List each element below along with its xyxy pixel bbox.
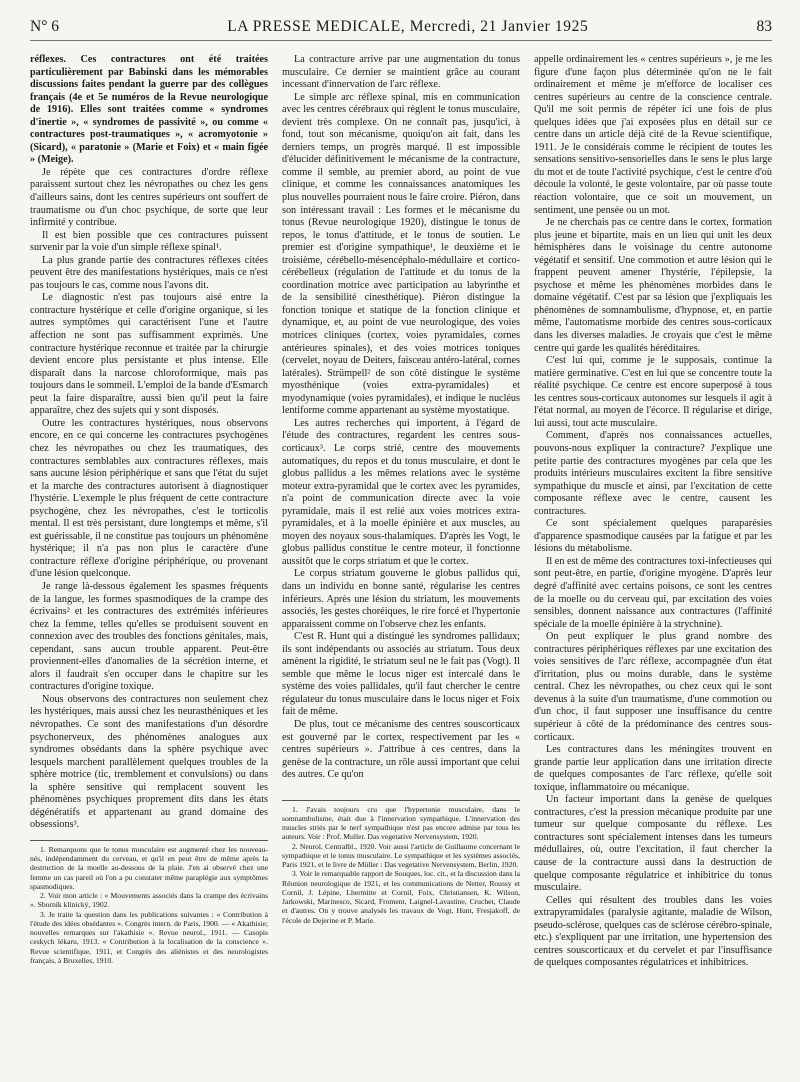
paragraph: C'est lui qui, comme je le supposais, continue la matière germinative. C'est en lui que se concentre toute la réalité psychique. Ce centre est encore superposé à tous les centres sous-corticaux autonomes sur lesquels il agit à l'état normal, au moyen de l'écorce. Il régularise et dirige, lui aussi, tout acte musculaire.: [534, 355, 772, 429]
paragraph: Le simple arc réflexe spinal, mis en communication avec les centres cérébraux qui règlent le tonus musculaire, devient très complexe. On ne connaît pas, jusqu'ici, à fond, tout son mécanisme, quoiqu'on ait fait, dans les derniers temps, un progrès marqué. Il est impossible d'élucider définitivement le mécanisme de la contracture, comme il semble, au premier abord, au point de vue clinique, et comme les connaissances anatomiques les plus nouvelles pourraient nous le faire croire. Piéron, dans son intéressant travail : Les formes et le mécanisme du tonus (Revue neurologique 1920), distingue le tonus de repos, le tonus d'attitude, et le tonus de soutien. Le premier est d'origine sympathique¹, le deuxième et le troisième, cérébello-mésencéphalo-médullaire et cortico-cérébelleux (régulation de l'attitude et du tonus de la coordination motrice avec participation au labyrinthe et de la sensibilité cinesthétique). Piéron distingue la fonction tonique et statique de la fonction clinique et dynamique, et, au point de vue neurologique, des voies motrices cliniques (cortex, voies pyramidales, cornes antérieures spinales), et des voies motrices toniques (cervelet, noyau de Deiters, faisceau antéro-latéral, cornes latérales). Strümpell² de son côté distingue le système myosthénique (voies extra-pyramidales) et myodynamique (voies pyramidales), et indique le nucléus lentiforme comme appartenant au système myostatique.: [282, 91, 520, 417]
paragraph: Outre les contractures hystériques, nous observons encore, en ce qui concerne les contractures psychogènes chez les névropathes ou chez les traumatiques, des contractures semblables aux contractures réflexes, mais sans aucune lésion périphérique et sans que l'état du sujet et la marche des contractures autorisent à diagnostiquer l'hystérie. L'exemple le plus fréquent de cette contracture psychogène, chez les névropathes, c'est le torticolis mental. Il est très persistant, dure longtemps et même, s'il est guérissable, il ne constitue pas toujours un phénomène hystérique; il n'a pas non plus le caractère d'une contracture réflexe d'origine périphérique, ou provenant d'une lésion quelconque.: [30, 417, 268, 580]
footnote: 1. Remarquons que le tonus musculaire est augmenté chez les nouveau-nés, indépendamment du cerveau, et qu'il en peut être de même après la destruction de la moelle au-dessous de la plaie. J'en ai observé chez une femme un cas pareil où l'on a pu constater même paraplégie aux symptômes spasmodiques.: [30, 844, 268, 891]
paragraph: Celles qui résultent des troubles dans les voies extrapyramidales (paralysie agitante, maladie de Wilson, pseudo-sclérose, quelques cas de sclérose cérébro-spinale, etc.) s'expliquent par une irritation, une hypertension des centres souscorticaux et du cervelet et par l'insuffisance de quelques composantes régulatrices et inhibitrices.: [534, 894, 772, 969]
page-number: 83: [756, 18, 772, 35]
page-header: [30, 14, 772, 41]
paragraph: Le diagnostic n'est pas toujours aisé entre la contracture hystérique et celle d'origine organique, si les autres symptômes qui caractérisent l'une et l'autre affection ne sont pas suffisamment exprimés. Une contracture hystérique reconnue et traitée par la chirurgie devient encore plus persistante et plus intense. Elle disparaît dans la narcose chloroformique, mais pas toujours dans le sommeil. L'emploi de la bande d'Esmarch peut la faire disparaître, aussi bien qu'il peut la faire apparaître, chez des sujets qui y sont disposés.: [30, 292, 268, 417]
footnote: 3. Je traite la question dans les publications suivantes : « Contribution à l'étude des idées obsédantes ». Congrès intern. de Paris, 1900. — « Akathisie; nouvelles remarques sur l'akathisie ». Revue neurol., 1911. — Casopis ceskych lékaru, 1913. « Contribution à la localisation de la conscience ». Revue scientifique, 1911, et Congrès des aliénistes et des neurologistes français, à Bruxelles, 1910.: [30, 909, 268, 965]
footnote: 2. Voir mon article : « Mouvements associés dans la crampe des écrivains ». Sborník klinický, 1902.: [30, 891, 268, 910]
footnotes: [30, 840, 268, 965]
paragraph: Les autres recherches qui importent, à l'égard de l'étude des contractures, regardent les centres sous-corticaux³. Le corps strié, centre des mouvements automatiques, du repos et du tonus musculaire, et dont le globus pallidus a les mêmes relations avec le système moteur extra-pyramidal que le cortex avec les pyramides, n'a point de communication directe avec la voie pyramidale, mais il est relié aux voies motrices extra-pyramidales, et à la moelle épinière et aux muscles, au moyen des noyaux sous-thalamiques. D'après les Vogt, le globus pallidus constitue le centre moteur, il fonctionne aussitôt que le corps striatum et que le cortex.: [282, 417, 520, 567]
text-columns: [30, 54, 772, 1068]
column-1: [30, 54, 268, 1068]
footnotes: [282, 800, 520, 925]
paragraph: La contracture arrive par une augmentation du tonus musculaire. Ce dernier se maintient grâce au courant incessant d'innervation de l'arc réflexe.: [282, 54, 520, 91]
paragraph: Ce sont spécialement quelques paraparésies d'apparence spasmodique causées par la fatigue et par les lésions du métabolisme.: [534, 518, 772, 555]
paragraph: Le corpus striatum gouverne le globus pallidus qui, dans un individu en bonne santé, régularise les centres inférieurs. Après une lésion du striatum, les mouvements associés, les gestes choréiques, le rire forcé et l'hypertonie apparaissent comme on l'observe chez les enfants.: [282, 568, 520, 630]
paragraph: Il en est de même des contractures toxi-infectieuses qui sont peut-être, en partie, d'origine myogène. D'après leur degré d'affinité avec certains poisons, ce sont les centres de la moelle ou du cerveau qui, par excitation des voies sensibles, donnent naissance aux contractures (l'affinité spéciale de la moelle épinière à la strychnine).: [534, 555, 772, 630]
paragraph: Les contractures dans les méningites trouvent en grande partie leur application dans une irritation directe de quelques composantes de l'arc réflexe, qu'elle soit toxique, inflammatoire ou mécanique.: [534, 744, 772, 793]
paragraph: La plus grande partie des contractures réflexes citées peuvent être des manifestations hystériques, mais ce n'est pas toujours le cas, comme nous l'avons dit.: [30, 254, 268, 291]
paragraph: Nous observons des contractures non seulement chez les hystériques, mais aussi chez les neurasthéniques et les névropathes. Ce sont des manifestations d'un désordre psychonerveux, des phénomènes analogues aux syndromes obsédants dans la sphère psychique avec lesquels marchent parallèlement quelques troubles de la sphère motrice (tic, tremblement et convulsions) ou dans la sphère sensitive qui remplacent souvent les phénomènes psychiques proprement dits dans les états dégénératifs et appartenant au grand domaine des obsessions³.: [30, 693, 268, 831]
paragraph: appelle ordinairement les « centres supérieurs », je me les figure d'une façon plus déterminée qu'on ne le fait ordinairement et même je m'efforce de localiser ces centres supérieurs au centre de la conscience centrale. Qu'il me soit permis de répéter ici une fois de plus quelques idées que j'ai exposées plus en détail sur ce centre dans un article déjà cité de la Revue scientifique, 1911. Je le considérais comme le récipient de toutes les sensations sensitivo-sensorielles dans le sens le plus large du mot et de toute l'activité psychique, c'est le centre d'où découle la volonté, le geste volontaire, par où passe toute réaction volontaire, que ce soit un mouvement, un sentiment, une pensée ou un mot.: [534, 54, 772, 216]
footnote: 1. J'avais toujours cru que l'hypertonie musculaire, dans le somnambulisme, était due à l'innervation sympathique. L'innervation des muscles striés par le nerf sympathique n'est pas encore admise par tous les auteurs. Voir : Prof. Muller. Das vegetative Nervensystem, 1920.: [282, 804, 520, 842]
paragraph: réflexes. Ces contractures ont été traitées particulièrement par Babinski dans les mémorables discussions faites pendant la guerre par des collègues français (4e et 5e numéros de la Revue neurologique de 1916). Elles sont traitées comme « syndromes d'inertie », « syndromes de passivité », ou comme « contractures post-traumatiques », « acromyotonie » (Sicard), « paratonie » (Marie et Foix) et « main figée » (Meige).: [30, 54, 268, 166]
paragraph: Un facteur important dans la genèse de quelques contractures, c'est la pression mécanique produite par une tumeur sur quelque composante du réflexe. Les contractures sont spécialement intenses dans les tumeurs médullaires, où, outre l'excitation, il faut chercher la cause de la contracture aussi dans la destruction de quelque composante régulatrice et inhibitrice du tonus musculaire.: [534, 794, 772, 894]
column-3: [534, 54, 772, 1068]
footnote: 2. Neurol. Centralbl., 1920. Voir aussi l'article de Guillaume concernant le sympathique et le tonus musculaire. Le sympathique et les systèmes associés, Paris 1921, et le livre de Müller : Das vegetative Nervensystem, Berlin, 1920.: [282, 841, 520, 870]
paragraph: Il est bien possible que ces contractures puissent survenir par la voie d'un simple réflexe spinal¹.: [30, 229, 268, 254]
paragraph: Je ne cherchais pas ce centre dans le cortex, formation plus jeune et bipartite, mais en un lieu qui unit les deux hémisphères dans le voisinage du centre autonome végétatif et sensitif. Une commotion et autre lésion qui le frappent peuvent amener l'hystérie, l'épilepsie, la psychose et même les phénomènes morbides dans le domaine végétatif. C'est par sa lésion que j'expliquais les phénomènes de somnambulisme, d'hypnose, et, en partie même, l'automatisme morbide des centres sous-corticaux dans les diverses maladies. Je croyais que c'est le même centre qui garde les qualités héréditaires.: [534, 217, 772, 354]
journal-title: LA PRESSE MEDICALE, Mercredi, 21 Janvier 1925: [227, 18, 589, 35]
paragraph: Je répète que ces contractures d'ordre réflexe paraissent surtout chez les névropathes ou chez les gens d'ailleurs sains, dont les centres supérieurs ont souffert de traumatisme ou d'un choc psychique, de sorte que leur infirmité y contribue.: [30, 166, 268, 229]
paragraph: De plus, tout ce mécanisme des centres souscorticaux est gouverné par le cortex, respectivement par les « centres supérieurs ». J'attribue à ces centres, dans la genèse de la contracture, un rôle aussi important que celui des autres. Ce qu'on: [282, 718, 520, 781]
footnote: 3. Voir le remarquable rapport de Souques, loc. cit., et la discussion dans la Réunion neurologique de 1921, et les communications de Netter, Roussy et Cornil, J. Lépine, Lhermitte et Cornil, Foix, Christiansen, K. Wilson, Jarkowski, Marinesco, Sicard, Froment, Laignel-Lavastine, Cruchet, Claude et d'autres. On y trouve analysés les travaux de Vogt, Hunt, Fresjakoff, de l'école de Dejerine et P. Marie.: [282, 869, 520, 925]
paragraph: Je range là-dessous également les spasmes fréquents de la langue, les formes spasmodiques de la crampe des écrivains² et les contractures des extrémités inférieures chez la femme, telles qu'elles se produisent souvent en connexion avec des troubles des fonctions génitales, mais, cependant, sans aucun trouble apparent. Peut-être proviennent-elles d'anomalies de la sécrétion interne, et alors il faudrait s'en occuper dans le chapitre sur les contractures d'origine toxique.: [30, 580, 268, 693]
paragraph: On peut expliquer le plus grand nombre des contractures périphériques réflexes par une excitation des voies sensitives de l'arc réflexe, accompagnée d'un état d'irritation, plus ou moins durable, dans le système central. Chez les névropathes, ou chez ceux qui le sont devenus à la suite d'un traumatisme, d'une commotion ou d'un choc, il faut supposer une insuffisance du centre supérieur à côté de la prédominance des centres sous-corticaux.: [534, 631, 772, 743]
issue-number: N° 6: [30, 18, 60, 35]
paragraph: C'est R. Hunt qui a distingué les syndromes pallidaux; ils sont indépendants ou associés au striatum. Tous deux amènent la rigidité, le striatum seul ne le fait pas (Vogt). Il semble que même le locus niger est intercalé dans le système des voies pallidales, qu'il faut chercher le centre régulateur du tonus musculaire dans le locus niger et Foix fait de même.: [282, 631, 520, 718]
column-2: [282, 54, 520, 1068]
paragraph: Comment, d'après nos connaissances actuelles, pouvons-nous expliquer la contracture? J'explique une petite partie des contractures myogènes par cela que les produits intérieurs musculaires excitent la fibre sensitive sympathique du muscle et ainsi, par l'excitation de cette composante réflexe avec le centre, causent les contractures.: [534, 430, 772, 517]
